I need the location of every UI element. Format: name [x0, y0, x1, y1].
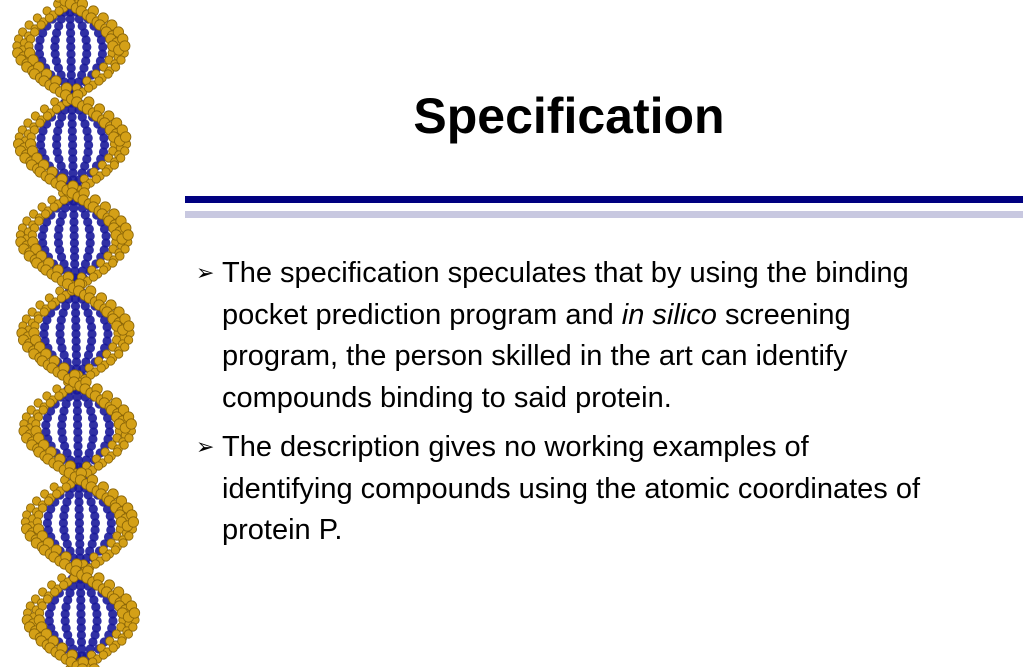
dna-backbone-atom [60, 196, 68, 204]
dna-backbone-atom [51, 588, 59, 596]
dna-backbone-atom [128, 517, 138, 527]
dna-backbone-atom [115, 350, 123, 358]
bullet-1-text-end: screening program, the person skilled in the art can identify compounds binding to said protein. [222, 298, 851, 414]
dna-backbone-atom [120, 441, 128, 449]
dna-backbone-atom [129, 608, 139, 618]
dna-backbone-atom [104, 455, 112, 463]
dna-backbone-atom [95, 77, 103, 85]
dna-backbone-atom [111, 63, 119, 71]
dna-backbone-atom [36, 119, 44, 127]
dna-backbone-atom [116, 252, 124, 260]
bullet-1-italic-term: in silico [621, 298, 717, 331]
dna-backbone-atom [84, 84, 92, 92]
dna-backbone-atom [100, 266, 108, 274]
dna-backbone-atom [43, 595, 51, 603]
dna-backbone-atom [50, 203, 58, 211]
bullet-2-text: The description gives no working examples of identifying compounds using the atomic coordinates of protein P. [222, 431, 921, 546]
dna-backbone-atom [123, 230, 133, 240]
dna-backbone-atom [52, 105, 60, 113]
dna-backbone-atom [124, 630, 132, 638]
dna-backbone-atom [53, 490, 61, 498]
dna-backbone-atom [57, 294, 65, 302]
dna-backbone-atom [102, 553, 110, 561]
dna-backbone-atom [110, 161, 118, 169]
slide-title: Specification [413, 88, 725, 144]
dna-backbone-atom [118, 637, 126, 645]
dna-backbone-atom [124, 321, 134, 331]
dna-backbone-atom [89, 273, 97, 281]
dna-backbone-atom [91, 560, 99, 568]
dna-backbone-atom [43, 112, 51, 120]
bullet-item-1 [196, 253, 941, 419]
dna-backbone-atom [46, 399, 54, 407]
dna-backbone-atom [94, 462, 102, 470]
dna-backbone-atom [44, 497, 52, 505]
dna-backbone-atom [121, 245, 129, 253]
dna-backbone-atom [120, 41, 130, 51]
dna-backbone-atom [102, 168, 110, 176]
dna-backbone-atom [109, 259, 117, 267]
dna-backbone-atom [111, 546, 119, 554]
dna-backbone-atom [40, 308, 48, 316]
dna-backbone-atom [55, 392, 63, 400]
dna-backbone-atom [37, 21, 45, 29]
dna-backbone-atom [107, 357, 115, 365]
dna-backbone-atom [121, 132, 131, 142]
dna-backbone-atom [125, 532, 133, 540]
dna-backbone-atom [104, 70, 112, 78]
dna-backbone-atom [119, 539, 127, 547]
dna-backbone-atom [121, 343, 129, 351]
dna-backbone-atom [62, 483, 70, 491]
dna-backbone-atom [109, 644, 117, 652]
dna-helix-image [0, 0, 160, 667]
dna-backbone-atom [99, 651, 107, 659]
bullet-list [196, 253, 941, 560]
dna-backbone-atom [117, 56, 125, 64]
dna-backbone-atom [41, 210, 49, 218]
arrow-bullet-icon: ➢ [196, 261, 215, 286]
dna-backbone-atom [126, 419, 136, 429]
title-underline-light [185, 211, 1023, 218]
bullet-1-text-start: The specification speculates that by using the binding pocket prediction program and [222, 257, 909, 331]
dna-backbone-atom [45, 14, 53, 22]
bullet-item-2 [196, 427, 941, 552]
dna-backbone-atom [92, 175, 100, 183]
dna-backbone-atom [117, 154, 125, 162]
title-underline-dark [185, 196, 1023, 203]
dna-backbone-atom [60, 581, 68, 589]
dna-backbone-atom [113, 448, 121, 456]
dna-backbone-atom [55, 7, 63, 15]
dna-backbone-atom [97, 364, 105, 372]
dna-backbone-atom [48, 301, 56, 309]
arrow-bullet-icon: ➢ [196, 435, 215, 460]
